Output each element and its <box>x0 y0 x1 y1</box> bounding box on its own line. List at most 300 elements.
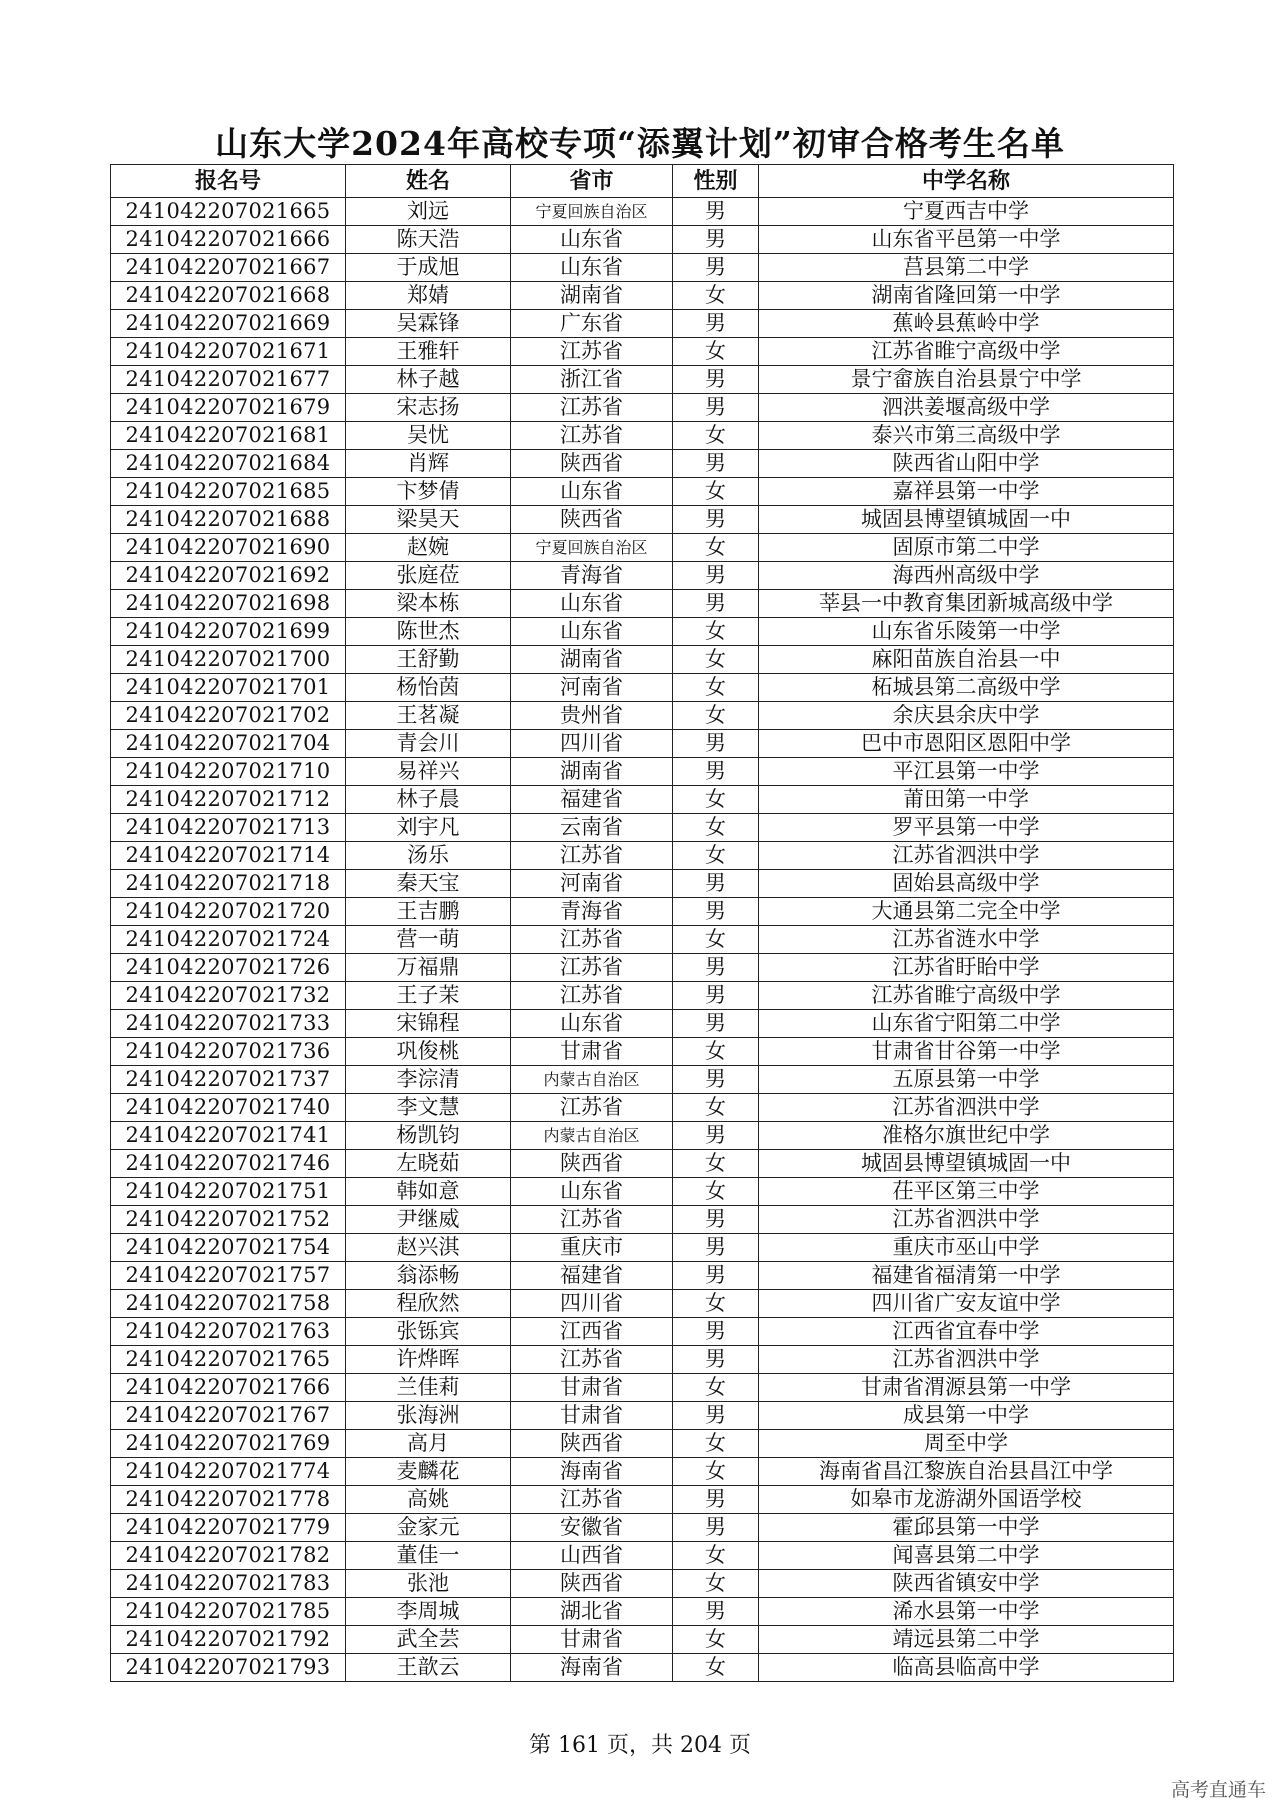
gender-cell: 女 <box>673 646 759 674</box>
province-cell: 甘肃省 <box>511 1038 673 1066</box>
registration-no-cell: 241042207021698 <box>111 590 346 618</box>
name-cell: 高月 <box>346 1430 511 1458</box>
province-cell: 江苏省 <box>511 422 673 450</box>
gender-cell: 男 <box>673 366 759 394</box>
school-cell: 固原市第二中学 <box>759 534 1174 562</box>
table-row <box>111 534 1174 562</box>
province-cell: 海南省 <box>511 1458 673 1486</box>
province-cell: 重庆市 <box>511 1234 673 1262</box>
name-cell: 王子茉 <box>346 982 511 1010</box>
registration-no-cell: 241042207021669 <box>111 310 346 338</box>
province-cell: 宁夏回族自治区 <box>511 198 673 226</box>
header-school: 中学名称 <box>759 165 1174 198</box>
registration-no-cell: 241042207021769 <box>111 1430 346 1458</box>
school-cell: 山东省平邑第一中学 <box>759 226 1174 254</box>
gender-cell: 女 <box>673 926 759 954</box>
registration-no-cell: 241042207021692 <box>111 562 346 590</box>
registration-no-cell: 241042207021774 <box>111 1458 346 1486</box>
gender-cell: 女 <box>673 1458 759 1486</box>
school-cell: 蕉岭县蕉岭中学 <box>759 310 1174 338</box>
table-row <box>111 562 1174 590</box>
header-registration-no: 报名号 <box>111 165 346 198</box>
registration-no-cell: 241042207021718 <box>111 870 346 898</box>
school-cell: 临高县临高中学 <box>759 1654 1174 1682</box>
gender-cell: 女 <box>673 1626 759 1654</box>
school-cell: 莒县第二中学 <box>759 254 1174 282</box>
province-cell: 四川省 <box>511 1290 673 1318</box>
name-cell: 王雅轩 <box>346 338 511 366</box>
table-row <box>111 1514 1174 1542</box>
province-cell: 云南省 <box>511 814 673 842</box>
school-cell: 江苏省睢宁高级中学 <box>759 982 1174 1010</box>
province-cell: 山东省 <box>511 618 673 646</box>
table-row <box>111 1010 1174 1038</box>
gender-cell: 男 <box>673 590 759 618</box>
name-cell: 刘宇凡 <box>346 814 511 842</box>
province-cell: 江苏省 <box>511 1346 673 1374</box>
gender-cell: 女 <box>673 842 759 870</box>
school-cell: 霍邱县第一中学 <box>759 1514 1174 1542</box>
table-row <box>111 1374 1174 1402</box>
name-cell: 王歆云 <box>346 1654 511 1682</box>
name-cell: 卞梦倩 <box>346 478 511 506</box>
registration-no-cell: 241042207021733 <box>111 1010 346 1038</box>
registration-no-cell: 241042207021671 <box>111 338 346 366</box>
gender-cell: 女 <box>673 422 759 450</box>
province-cell: 陕西省 <box>511 1150 673 1178</box>
school-cell: 湖南省隆回第一中学 <box>759 282 1174 310</box>
province-cell: 江苏省 <box>511 1094 673 1122</box>
table-row <box>111 1290 1174 1318</box>
gender-cell: 男 <box>673 254 759 282</box>
name-cell: 张庭莅 <box>346 562 511 590</box>
name-cell: 汤乐 <box>346 842 511 870</box>
gender-cell: 男 <box>673 1598 759 1626</box>
table-header-row <box>111 165 1174 198</box>
gender-cell: 女 <box>673 1430 759 1458</box>
province-cell: 贵州省 <box>511 702 673 730</box>
table-row <box>111 1430 1174 1458</box>
name-cell: 宋志扬 <box>346 394 511 422</box>
table-row <box>111 1598 1174 1626</box>
name-cell: 万福鼎 <box>346 954 511 982</box>
province-cell: 青海省 <box>511 898 673 926</box>
name-cell: 王茗凝 <box>346 702 511 730</box>
gender-cell: 女 <box>673 478 759 506</box>
header-gender: 性别 <box>673 165 759 198</box>
gender-cell: 女 <box>673 1570 759 1598</box>
school-cell: 闻喜县第二中学 <box>759 1542 1174 1570</box>
province-cell: 宁夏回族自治区 <box>511 534 673 562</box>
school-cell: 江苏省泗洪中学 <box>759 1206 1174 1234</box>
registration-no-cell: 241042207021700 <box>111 646 346 674</box>
school-cell: 固始县高级中学 <box>759 870 1174 898</box>
name-cell: 肖辉 <box>346 450 511 478</box>
gender-cell: 男 <box>673 898 759 926</box>
gender-cell: 男 <box>673 870 759 898</box>
gender-cell: 男 <box>673 562 759 590</box>
school-cell: 陕西省镇安中学 <box>759 1570 1174 1598</box>
school-cell: 海南省昌江黎族自治县昌江中学 <box>759 1458 1174 1486</box>
registration-no-cell: 241042207021710 <box>111 758 346 786</box>
gender-cell: 男 <box>673 1262 759 1290</box>
table-row <box>111 646 1174 674</box>
name-cell: 吴霖锋 <box>346 310 511 338</box>
registration-no-cell: 241042207021740 <box>111 1094 346 1122</box>
table-row <box>111 338 1174 366</box>
school-cell: 准格尔旗世纪中学 <box>759 1122 1174 1150</box>
registration-no-cell: 241042207021754 <box>111 1234 346 1262</box>
school-cell: 浠水县第一中学 <box>759 1598 1174 1626</box>
province-cell: 江苏省 <box>511 926 673 954</box>
school-cell: 江苏省泗洪中学 <box>759 1346 1174 1374</box>
registration-no-cell: 241042207021688 <box>111 506 346 534</box>
school-cell: 如皋市龙游湖外国语学校 <box>759 1486 1174 1514</box>
registration-no-cell: 241042207021684 <box>111 450 346 478</box>
name-cell: 尹继威 <box>346 1206 511 1234</box>
name-cell: 青会川 <box>346 730 511 758</box>
province-cell: 江苏省 <box>511 954 673 982</box>
gender-cell: 女 <box>673 534 759 562</box>
gender-cell: 男 <box>673 1402 759 1430</box>
province-cell: 浙江省 <box>511 366 673 394</box>
gender-cell: 男 <box>673 226 759 254</box>
name-cell: 陈世杰 <box>346 618 511 646</box>
registration-no-cell: 241042207021701 <box>111 674 346 702</box>
name-cell: 杨凯钧 <box>346 1122 511 1150</box>
province-cell: 山西省 <box>511 1542 673 1570</box>
gender-cell: 男 <box>673 982 759 1010</box>
header-name: 姓名 <box>346 165 511 198</box>
name-cell: 郑婧 <box>346 282 511 310</box>
name-cell: 左晓茹 <box>346 1150 511 1178</box>
gender-cell: 男 <box>673 506 759 534</box>
school-cell: 巴中市恩阳区恩阳中学 <box>759 730 1174 758</box>
province-cell: 江苏省 <box>511 982 673 1010</box>
table-row <box>111 1458 1174 1486</box>
province-cell: 江苏省 <box>511 338 673 366</box>
table-row <box>111 394 1174 422</box>
name-cell: 李淙清 <box>346 1066 511 1094</box>
registration-no-cell: 241042207021785 <box>111 1598 346 1626</box>
gender-cell: 女 <box>673 1038 759 1066</box>
school-cell: 江苏省泗洪中学 <box>759 842 1174 870</box>
name-cell: 兰佳莉 <box>346 1374 511 1402</box>
school-cell: 城固县博望镇城固一中 <box>759 1150 1174 1178</box>
province-cell: 江苏省 <box>511 842 673 870</box>
header-province: 省市 <box>511 165 673 198</box>
province-cell: 安徽省 <box>511 1514 673 1542</box>
name-cell: 赵婉 <box>346 534 511 562</box>
gender-cell: 女 <box>673 618 759 646</box>
province-cell: 湖北省 <box>511 1598 673 1626</box>
table-row <box>111 1346 1174 1374</box>
name-cell: 赵兴淇 <box>346 1234 511 1262</box>
school-cell: 重庆市巫山中学 <box>759 1234 1174 1262</box>
gender-cell: 男 <box>673 198 759 226</box>
table-row <box>111 1542 1174 1570</box>
province-cell: 内蒙古自治区 <box>511 1066 673 1094</box>
table-row <box>111 1066 1174 1094</box>
school-cell: 江苏省涟水中学 <box>759 926 1174 954</box>
candidate-table <box>110 164 1174 1682</box>
name-cell: 林子越 <box>346 366 511 394</box>
name-cell: 麦麟花 <box>346 1458 511 1486</box>
gender-cell: 男 <box>673 730 759 758</box>
table-body <box>111 198 1174 1682</box>
name-cell: 营一萌 <box>346 926 511 954</box>
name-cell: 梁昊天 <box>346 506 511 534</box>
gender-cell: 男 <box>673 954 759 982</box>
province-cell: 广东省 <box>511 310 673 338</box>
registration-no-cell: 241042207021737 <box>111 1066 346 1094</box>
table-row <box>111 1094 1174 1122</box>
province-cell: 山东省 <box>511 478 673 506</box>
gender-cell: 男 <box>673 1234 759 1262</box>
school-cell: 大通县第二完全中学 <box>759 898 1174 926</box>
province-cell: 江苏省 <box>511 1486 673 1514</box>
registration-no-cell: 241042207021736 <box>111 1038 346 1066</box>
gender-cell: 男 <box>673 1122 759 1150</box>
name-cell: 王舒勤 <box>346 646 511 674</box>
name-cell: 杨怡茵 <box>346 674 511 702</box>
gender-cell: 女 <box>673 1178 759 1206</box>
gender-cell: 男 <box>673 310 759 338</box>
table-row <box>111 1402 1174 1430</box>
registration-no-cell: 241042207021666 <box>111 226 346 254</box>
province-cell: 山东省 <box>511 1010 673 1038</box>
school-cell: 泰兴市第三高级中学 <box>759 422 1174 450</box>
school-cell: 麻阳苗族自治县一中 <box>759 646 1174 674</box>
province-cell: 内蒙古自治区 <box>511 1122 673 1150</box>
name-cell: 吴忧 <box>346 422 511 450</box>
table-row <box>111 366 1174 394</box>
school-cell: 平江县第一中学 <box>759 758 1174 786</box>
school-cell: 靖远县第二中学 <box>759 1626 1174 1654</box>
province-cell: 江苏省 <box>511 1206 673 1234</box>
name-cell: 李文慧 <box>346 1094 511 1122</box>
registration-no-cell: 241042207021665 <box>111 198 346 226</box>
province-cell: 山东省 <box>511 1178 673 1206</box>
school-cell: 甘肃省甘谷第一中学 <box>759 1038 1174 1066</box>
table-row <box>111 1178 1174 1206</box>
school-cell: 茌平区第三中学 <box>759 1178 1174 1206</box>
table-row <box>111 982 1174 1010</box>
registration-no-cell: 241042207021752 <box>111 1206 346 1234</box>
gender-cell: 男 <box>673 394 759 422</box>
table-row <box>111 478 1174 506</box>
table-row <box>111 1206 1174 1234</box>
province-cell: 福建省 <box>511 786 673 814</box>
table-row <box>111 1318 1174 1346</box>
school-cell: 罗平县第一中学 <box>759 814 1174 842</box>
gender-cell: 男 <box>673 1318 759 1346</box>
registration-no-cell: 241042207021726 <box>111 954 346 982</box>
table-row <box>111 898 1174 926</box>
table-row <box>111 1262 1174 1290</box>
registration-no-cell: 241042207021714 <box>111 842 346 870</box>
table-row <box>111 674 1174 702</box>
school-cell: 嘉祥县第一中学 <box>759 478 1174 506</box>
watermark: 高考直通车 <box>1170 1779 1266 1801</box>
name-cell: 翁添畅 <box>346 1262 511 1290</box>
province-cell: 甘肃省 <box>511 1402 673 1430</box>
registration-no-cell: 241042207021690 <box>111 534 346 562</box>
table-row <box>111 870 1174 898</box>
name-cell: 陈天浩 <box>346 226 511 254</box>
name-cell: 宋锦程 <box>346 1010 511 1038</box>
school-cell: 甘肃省渭源县第一中学 <box>759 1374 1174 1402</box>
table-row <box>111 1626 1174 1654</box>
name-cell: 于成旭 <box>346 254 511 282</box>
province-cell: 江苏省 <box>511 394 673 422</box>
table-row <box>111 954 1174 982</box>
school-cell: 泗洪姜堰高级中学 <box>759 394 1174 422</box>
name-cell: 秦天宝 <box>346 870 511 898</box>
registration-no-cell: 241042207021766 <box>111 1374 346 1402</box>
province-cell: 湖南省 <box>511 282 673 310</box>
gender-cell: 女 <box>673 1654 759 1682</box>
gender-cell: 男 <box>673 450 759 478</box>
table-row <box>111 310 1174 338</box>
gender-cell: 女 <box>673 702 759 730</box>
school-cell: 江苏省盱眙中学 <box>759 954 1174 982</box>
province-cell: 陕西省 <box>511 450 673 478</box>
registration-no-cell: 241042207021668 <box>111 282 346 310</box>
registration-no-cell: 241042207021685 <box>111 478 346 506</box>
school-cell: 陕西省山阳中学 <box>759 450 1174 478</box>
registration-no-cell: 241042207021699 <box>111 618 346 646</box>
name-cell: 韩如意 <box>346 1178 511 1206</box>
table-row <box>111 1486 1174 1514</box>
school-cell: 海西州高级中学 <box>759 562 1174 590</box>
table-row <box>111 254 1174 282</box>
registration-no-cell: 241042207021767 <box>111 1402 346 1430</box>
registration-no-cell: 241042207021746 <box>111 1150 346 1178</box>
registration-no-cell: 241042207021677 <box>111 366 346 394</box>
registration-no-cell: 241042207021782 <box>111 1542 346 1570</box>
table-row <box>111 506 1174 534</box>
school-cell: 宁夏西吉中学 <box>759 198 1174 226</box>
school-cell: 成县第一中学 <box>759 1402 1174 1430</box>
registration-no-cell: 241042207021679 <box>111 394 346 422</box>
name-cell: 巩俊桃 <box>346 1038 511 1066</box>
gender-cell: 男 <box>673 1514 759 1542</box>
name-cell: 金家元 <box>346 1514 511 1542</box>
province-cell: 四川省 <box>511 730 673 758</box>
province-cell: 青海省 <box>511 562 673 590</box>
registration-no-cell: 241042207021667 <box>111 254 346 282</box>
name-cell: 张铄宾 <box>346 1318 511 1346</box>
name-cell: 易祥兴 <box>346 758 511 786</box>
province-cell: 甘肃省 <box>511 1626 673 1654</box>
province-cell: 山东省 <box>511 226 673 254</box>
table-row <box>111 1654 1174 1682</box>
name-cell: 王吉鹏 <box>346 898 511 926</box>
school-cell: 五原县第一中学 <box>759 1066 1174 1094</box>
school-cell: 山东省乐陵第一中学 <box>759 618 1174 646</box>
gender-cell: 女 <box>673 1150 759 1178</box>
table-row <box>111 730 1174 758</box>
table-row <box>111 842 1174 870</box>
school-cell: 余庆县余庆中学 <box>759 702 1174 730</box>
table-row <box>111 450 1174 478</box>
registration-no-cell: 241042207021720 <box>111 898 346 926</box>
name-cell: 武全芸 <box>346 1626 511 1654</box>
school-cell: 四川省广安友谊中学 <box>759 1290 1174 1318</box>
registration-no-cell: 241042207021793 <box>111 1654 346 1682</box>
gender-cell: 女 <box>673 1094 759 1122</box>
province-cell: 河南省 <box>511 674 673 702</box>
province-cell: 河南省 <box>511 870 673 898</box>
school-cell: 周至中学 <box>759 1430 1174 1458</box>
table-row <box>111 1570 1174 1598</box>
table-row <box>111 1122 1174 1150</box>
gender-cell: 女 <box>673 674 759 702</box>
gender-cell: 女 <box>673 786 759 814</box>
school-cell: 山东省宁阳第二中学 <box>759 1010 1174 1038</box>
table-row <box>111 786 1174 814</box>
table-row <box>111 814 1174 842</box>
registration-no-cell: 241042207021713 <box>111 814 346 842</box>
province-cell: 福建省 <box>511 1262 673 1290</box>
school-cell: 江西省宜春中学 <box>759 1318 1174 1346</box>
registration-no-cell: 241042207021741 <box>111 1122 346 1150</box>
table-row <box>111 618 1174 646</box>
registration-no-cell: 241042207021704 <box>111 730 346 758</box>
registration-no-cell: 241042207021763 <box>111 1318 346 1346</box>
table-row <box>111 590 1174 618</box>
school-cell: 江苏省泗洪中学 <box>759 1094 1174 1122</box>
gender-cell: 女 <box>673 338 759 366</box>
table-row <box>111 758 1174 786</box>
name-cell: 刘远 <box>346 198 511 226</box>
document-title: 山东大学2024年高校专项“添翼计划”初审合格考生名单 <box>215 124 1065 163</box>
table-row <box>111 1150 1174 1178</box>
table-row <box>111 702 1174 730</box>
registration-no-cell: 241042207021758 <box>111 1290 346 1318</box>
table-row <box>111 1234 1174 1262</box>
table-row <box>111 226 1174 254</box>
gender-cell: 女 <box>673 1374 759 1402</box>
province-cell: 湖南省 <box>511 758 673 786</box>
name-cell: 林子晨 <box>346 786 511 814</box>
name-cell: 李周城 <box>346 1598 511 1626</box>
school-cell: 福建省福清第一中学 <box>759 1262 1174 1290</box>
registration-no-cell: 241042207021765 <box>111 1346 346 1374</box>
province-cell: 江西省 <box>511 1318 673 1346</box>
gender-cell: 男 <box>673 1346 759 1374</box>
registration-no-cell: 241042207021792 <box>111 1626 346 1654</box>
registration-no-cell: 241042207021712 <box>111 786 346 814</box>
name-cell: 许烨晖 <box>346 1346 511 1374</box>
school-cell: 莘县一中教育集团新城高级中学 <box>759 590 1174 618</box>
registration-no-cell: 241042207021681 <box>111 422 346 450</box>
province-cell: 湖南省 <box>511 646 673 674</box>
school-cell: 柘城县第二高级中学 <box>759 674 1174 702</box>
school-cell: 城固县博望镇城固一中 <box>759 506 1174 534</box>
province-cell: 甘肃省 <box>511 1374 673 1402</box>
registration-no-cell: 241042207021724 <box>111 926 346 954</box>
registration-no-cell: 241042207021702 <box>111 702 346 730</box>
gender-cell: 女 <box>673 1542 759 1570</box>
table-row <box>111 198 1174 226</box>
school-cell: 江苏省睢宁高级中学 <box>759 338 1174 366</box>
registration-no-cell: 241042207021751 <box>111 1178 346 1206</box>
province-cell: 陕西省 <box>511 1570 673 1598</box>
school-cell: 景宁畲族自治县景宁中学 <box>759 366 1174 394</box>
registration-no-cell: 241042207021778 <box>111 1486 346 1514</box>
